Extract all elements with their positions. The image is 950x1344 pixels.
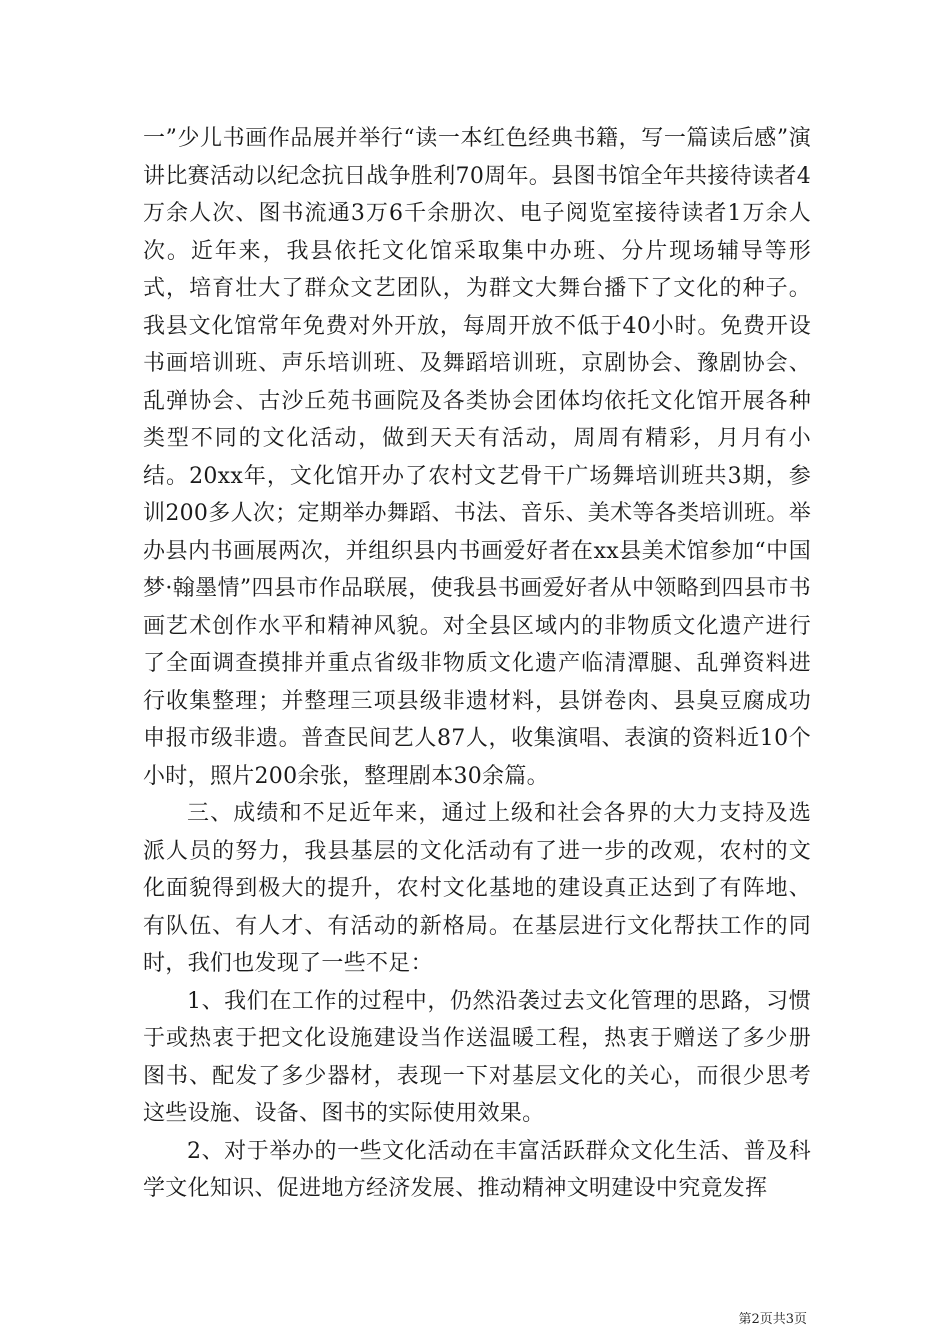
body-paragraph-3: 1、我们在工作的过程中，仍然沿袭过去文化管理的思路，习惯于或热衷于把文化设施建设当作送温暖工程，热衷于赠送了多少册图书、配发了多少器材，表现一下对基层文化的关心，而很少思考这些设施、设备、图书的实际使用效果。 (143, 988, 811, 1126)
body-paragraph-4: 2、对于举办的一些文化活动在丰富活跃群众文化生活、普及科学文化知识、促进地方经济发展、推动精神文明建设中究竟发挥 (143, 1138, 811, 1201)
body-paragraph-2: 三、成绩和不足近年来，通过上级和社会各界的大力支持及选派人员的努力，我县基层的文化活动有了进一步的改观，农村的文化面貌得到极大的提升，农村文化基地的建设真正达到了有阵地、有队伍、有人才、有活动的新格局。在基层进行文化帮扶工作的同时，我们也发现了一些不足： (143, 801, 811, 976)
document-body (143, 120, 811, 1208)
body-paragraph-1: 一”少儿书画作品展并举行“读一本红色经典书籍，写一篇读后感”演讲比赛活动以纪念抗日战争胜利70周年。县图书馆全年共接待读者4万余人次、图书流通3万6千余册次、电子阅览室接待读者1万余人次。近年来，我县依托文化馆采取集中办班、分片现场辅导等形式，培育壮大了群众文艺团队，为群文大舞台播下了文化的种子。我县文化馆常年免费对外开放，每周开放不低于40小时。免费开设书画培训班、声乐培训班、及舞蹈培训班，京剧协会、豫剧协会、乱弹协会、古沙丘苑书画院及各类协会团体均依托文化馆开展各种类型不同的文化活动，做到天天有活动，周周有精彩，月月有小结。20xx年，文化馆开办了农村文艺骨干广场舞培训班共3期，参训200多人次；定期举办舞蹈、书法、音乐、美术等各类培训班。举办县内书画展两次，并组织县内书画爱好者在xx县美术馆参加“中国梦·翰墨情”四县市作品联展，使我县书画爱好者从中领略到四县市书画艺术创作水平和精神风貌。对全县区域内的非物质文化遗产进行了全面调查摸排并重点省级非物质文化遗产临清潭腿、乱弹资料进行收集整理；并整理三项县级非遗材料，县饼卷肉、县臭豆腐成功申报市级非遗。普查民间艺人87人，收集演唱、表演的资料近10个小时，照片200余张，整理剧本30余篇。 (143, 126, 811, 789)
page-number-footer: 第2页共3页 (738, 1312, 807, 1327)
